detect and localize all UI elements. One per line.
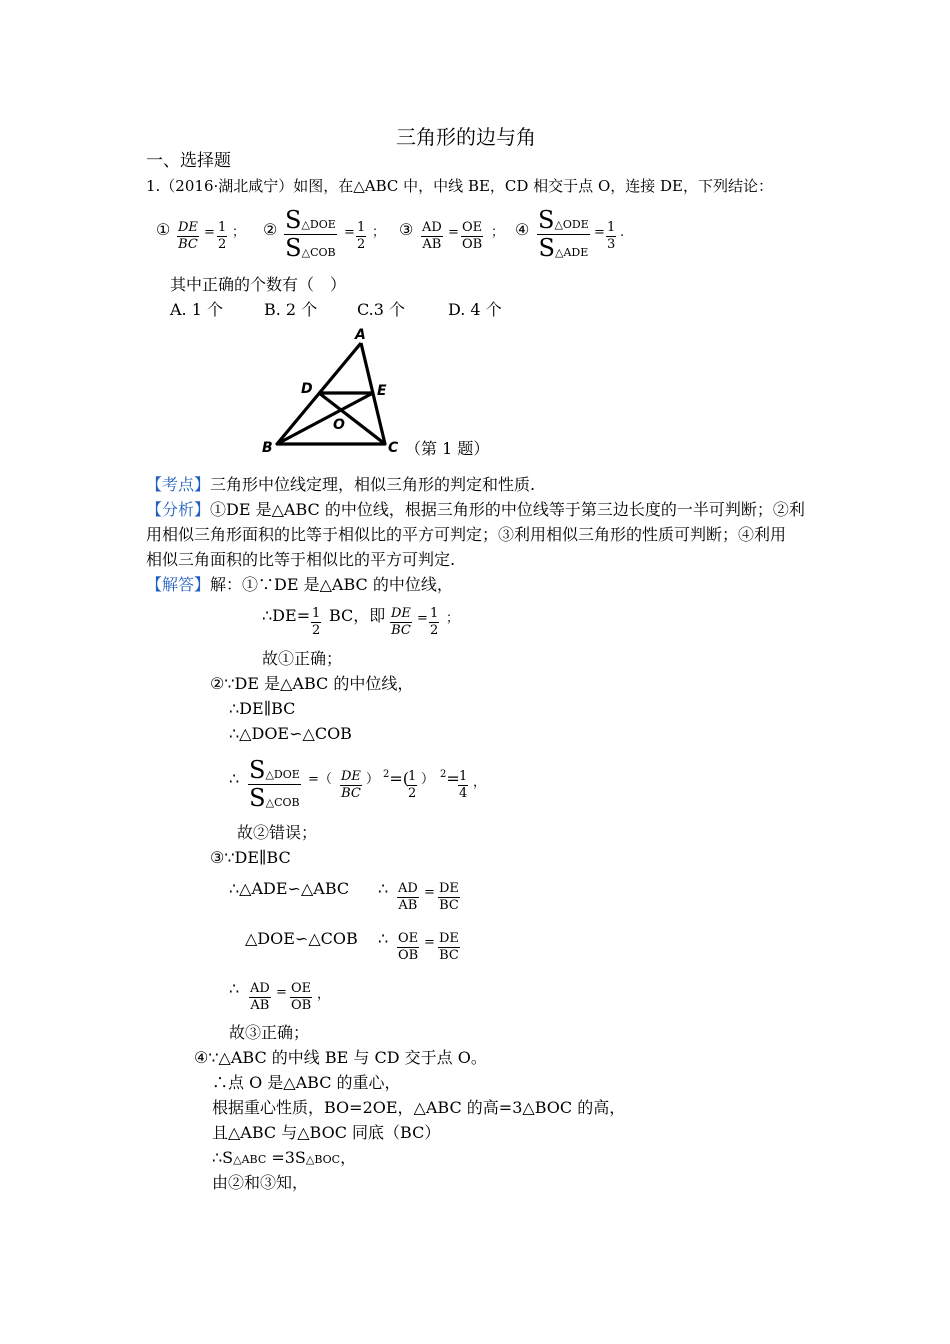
- frac-den: S△COB: [249, 784, 300, 813]
- frac-den: 3: [607, 236, 616, 252]
- frac-den: BC: [341, 785, 361, 801]
- vertex-label-a: A: [355, 327, 366, 343]
- therefore-symbol: ∴: [378, 879, 389, 898]
- step-4-line-4: 且△ABC 与△BOC 同底（BC）: [212, 1123, 441, 1142]
- equals: =: [344, 225, 355, 240]
- option-4-marker: ④: [515, 220, 530, 239]
- step-2-line-2: ∴DE∥BC: [229, 699, 296, 718]
- frac-num: 1: [408, 769, 417, 784]
- de-bc-fraction: [390, 607, 412, 637]
- comma: ，: [317, 987, 331, 1002]
- option-1-marker: ①: [156, 220, 171, 239]
- vertex-label-e: E: [377, 383, 387, 399]
- section-heading: 一、选择题: [146, 151, 231, 171]
- frac-den: AB: [250, 997, 270, 1013]
- frac-num: OE: [462, 220, 483, 235]
- third-fraction: [606, 221, 616, 251]
- step-4-line-6: 由②和③知，: [212, 1173, 309, 1192]
- question-ask: 其中正确的个数有（ ）: [170, 275, 347, 294]
- frac-den: BC: [439, 897, 459, 913]
- frac-den: 2: [408, 785, 417, 801]
- square-expr-2: $^2$=: [440, 769, 460, 788]
- frac-den: S△ADE: [538, 234, 589, 263]
- option-3-marker: ③: [399, 220, 414, 239]
- frac-num: 1: [607, 220, 616, 235]
- vertex-label-d: D: [301, 381, 313, 397]
- choice-b: B. 2 个: [264, 300, 318, 319]
- area-ratio-fraction: [248, 758, 301, 811]
- step-2-line-3: ∴△DOE∽△COB: [229, 724, 352, 743]
- jieda-text: 解：①∵DE 是△ABC 的中位线，: [210, 575, 453, 594]
- semicolon: ；: [372, 225, 386, 240]
- kaodian-line: [146, 477, 535, 493]
- frac-den: OB: [461, 236, 483, 252]
- frac-num: AD: [250, 981, 270, 996]
- option-2-marker: ②: [263, 220, 278, 239]
- comma: ，: [473, 775, 487, 790]
- step-4-line-2: ∴点 O 是△ABC 的重心，: [212, 1073, 401, 1092]
- option-1-fraction: [177, 221, 199, 251]
- jieda-tag: 【解答】: [146, 575, 211, 594]
- semicolon: ；: [491, 225, 505, 240]
- frac-num: DE: [391, 606, 411, 621]
- frac-den: 4: [459, 785, 468, 801]
- conclusion-1: 故①正确；: [262, 649, 343, 668]
- frac-den: 2: [312, 622, 321, 638]
- semicolon: ；: [232, 225, 246, 240]
- frac-den: AB: [422, 236, 442, 252]
- fenxi-line-1: [146, 502, 805, 518]
- option-2-fraction: [284, 208, 337, 261]
- vertex-label-o: O: [333, 417, 345, 433]
- fenxi-line-3: 相似三角面积的比等于相似比的平方可判定.: [146, 550, 456, 569]
- de-bc-fraction-upright: [438, 932, 460, 962]
- equals: =: [417, 611, 428, 626]
- frac-den: 2: [218, 236, 227, 252]
- frac-den: AB: [398, 897, 418, 913]
- triangle-figure: [255, 325, 415, 455]
- option-3-fraction-a: [421, 221, 443, 251]
- frac-num: 1: [459, 769, 468, 784]
- equals: =: [594, 225, 605, 240]
- step-3-line-3: △DOE∽△COB: [245, 929, 358, 948]
- de-bc-fraction-upright: [438, 882, 460, 912]
- half-fraction: [429, 607, 439, 637]
- figure-caption: （第 1 题）: [405, 439, 490, 458]
- frac-den: BC: [439, 947, 459, 963]
- equals: =: [424, 885, 435, 900]
- step-4-line-5: ∴S△ABC =3S△BOC，: [212, 1148, 357, 1167]
- kaodian-text: 三角形中位线定理，相似三角形的判定和性质.: [210, 475, 536, 494]
- half-fraction: [356, 221, 366, 251]
- step-3-line-2: ∴△ADE∽△ABC: [229, 879, 350, 898]
- half-fraction: [217, 221, 227, 251]
- frac-num: 1: [312, 606, 321, 621]
- equals: =: [448, 225, 459, 240]
- frac-num: S△DOE: [249, 756, 300, 784]
- frac-num: DE: [341, 769, 361, 784]
- kaodian-tag: 【考点】: [146, 475, 211, 494]
- equals: =: [424, 935, 435, 950]
- frac-num: 1: [218, 220, 227, 235]
- choice-d: D. 4 个: [448, 300, 502, 319]
- period: .: [620, 225, 625, 240]
- frac-num: 1: [430, 606, 439, 621]
- conclusion-3: 故③正确；: [229, 1023, 310, 1042]
- close-paren: ）: [366, 772, 380, 787]
- jieda-line: [146, 577, 453, 593]
- ad-ab-fraction: [249, 982, 271, 1012]
- oe-ob-fraction: [290, 982, 312, 1012]
- frac-den: OB: [397, 947, 419, 963]
- frac-den: 2: [430, 622, 439, 638]
- choice-a: A. 1 个: [170, 300, 223, 319]
- de-bc-fraction: [340, 770, 362, 800]
- option-4-fraction: [537, 208, 590, 261]
- vertex-label-c: C: [388, 440, 399, 455]
- frac-num: AD: [422, 220, 442, 235]
- fenxi-text-1: ①DE 是△ABC 的中位线，根据三角形的中位线等于第三边长度的一半可判断；②利: [210, 500, 805, 519]
- frac-num: OE: [291, 981, 312, 996]
- frac-den: 2: [357, 236, 366, 252]
- option-3-fraction-b: [461, 221, 483, 251]
- frac-num: DE: [439, 931, 459, 946]
- therefore-symbol: ∴: [378, 929, 389, 948]
- median-be: [277, 393, 373, 444]
- step-4-line-3: 根据重心性质，BO=2OE，△ABC 的高=3△BOC 的高，: [212, 1098, 626, 1117]
- equals: =: [276, 985, 287, 1000]
- equals: =: [204, 225, 215, 240]
- fenxi-tag: 【分析】: [146, 500, 211, 519]
- oe-ob-fraction: [397, 932, 419, 962]
- therefore-symbol: ∴: [229, 769, 240, 788]
- choice-c: C.3 个: [357, 300, 406, 319]
- semicolon: ；: [446, 611, 460, 626]
- half-fraction: [311, 607, 321, 637]
- frac-num: DE: [178, 220, 198, 235]
- frac-num: DE: [439, 881, 459, 896]
- close-paren: ）: [421, 772, 435, 787]
- de-half-prefix: ∴DE=: [262, 606, 311, 625]
- question-stem: 1.（2016·湖北咸宁）如图，在△ABC 中，中线 BE，CD 相交于点 O，连接 DE，下列结论：: [146, 177, 773, 195]
- step-3-line-1: ③∵DE∥BC: [210, 848, 291, 867]
- step-2-line-1: ②∵DE 是△ABC 的中位线，: [210, 674, 414, 693]
- square-expr-1: $^2$=(: [383, 769, 410, 788]
- frac-den: BC: [391, 622, 411, 638]
- conclusion-2: 故②错误；: [237, 823, 318, 842]
- frac-den: OB: [290, 997, 312, 1013]
- de-half-suffix: BC，即: [329, 606, 386, 625]
- therefore-symbol: ∴: [229, 979, 240, 998]
- fenxi-line-2: 用相似三角形面积的比等于相似比的平方可判定；③利用相似三角形的性质可判断；④利用: [146, 525, 787, 544]
- half-fraction: [407, 770, 417, 800]
- frac-num: S△ODE: [538, 206, 589, 234]
- frac-num: OE: [398, 931, 419, 946]
- ad-ab-fraction: [397, 882, 419, 912]
- equals-paren: =（: [308, 772, 332, 787]
- frac-num: AD: [398, 881, 418, 896]
- page-title: 三角形的边与角: [396, 125, 536, 149]
- frac-den: BC: [178, 236, 198, 252]
- step-4-line-1: ④∵△ABC 的中线 BE 与 CD 交于点 O。: [194, 1048, 487, 1067]
- quarter-fraction: [458, 770, 468, 800]
- vertex-label-b: B: [262, 440, 273, 455]
- frac-num: 1: [357, 220, 366, 235]
- frac-den: S△COB: [285, 234, 336, 263]
- frac-num: S△DOE: [285, 206, 336, 234]
